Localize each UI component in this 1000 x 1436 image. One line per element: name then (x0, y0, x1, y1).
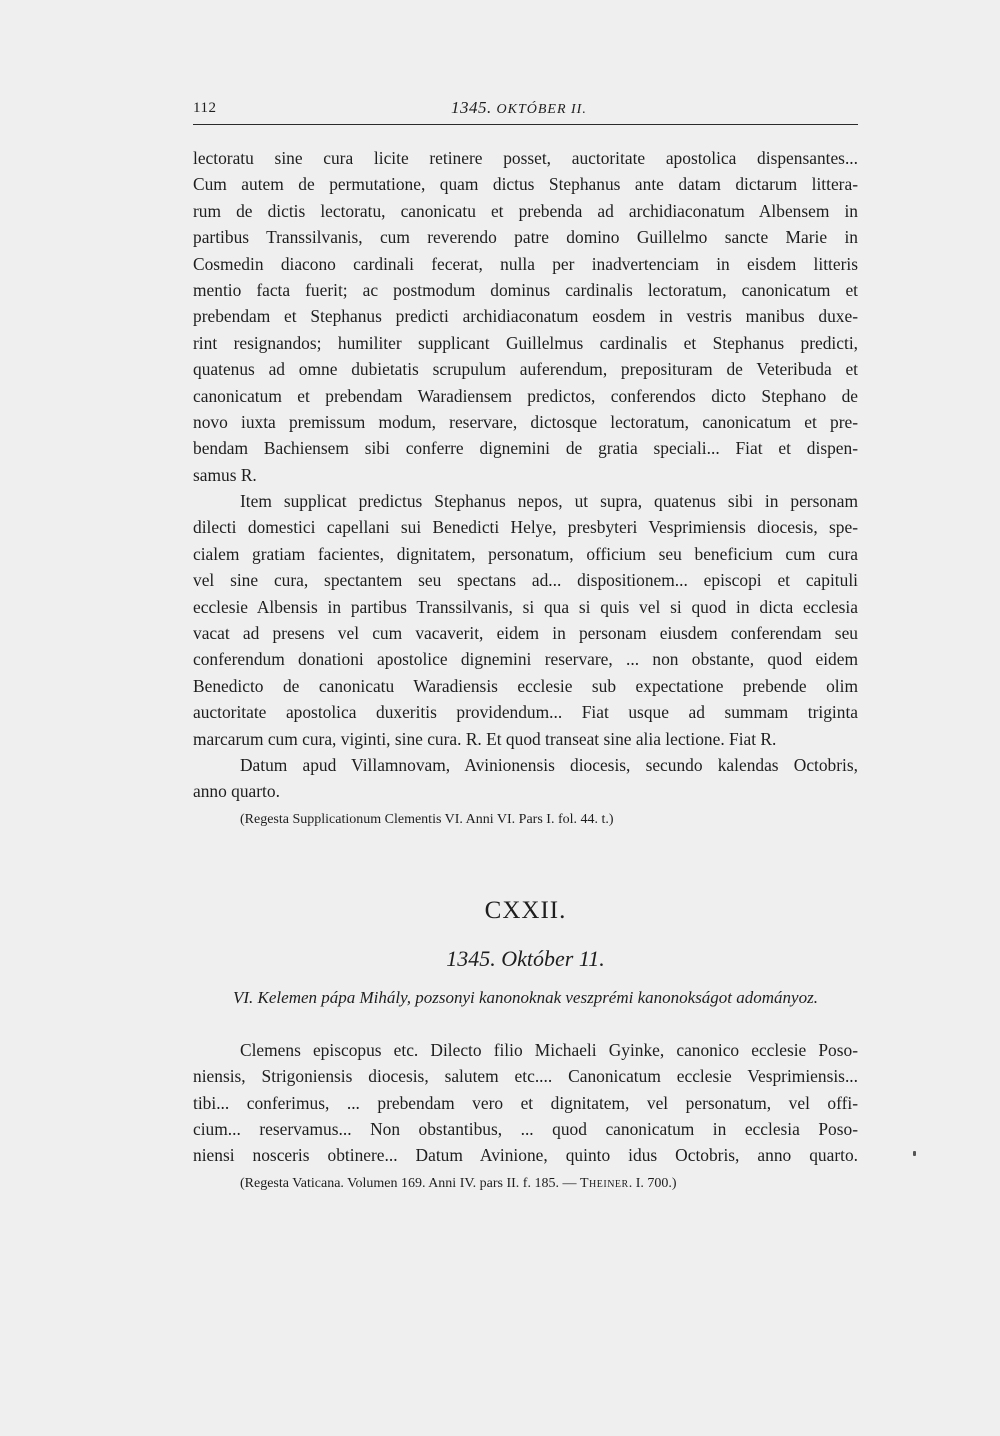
text-line: Cosmedin diacono cardinali fecerat, nulla per inadvertenciam in eisdem litteris (193, 253, 858, 274)
text-line: rum de dictis lectoratu, canonicatu et prebenda ad archidiaconatum Albensem in (193, 200, 858, 221)
text-line: vel sine cura, spectantem seu spectans ad... dispositionem... episcopi et capituli (193, 570, 858, 591)
text-line: partibus Transsilvanis, cum reverendo patre domino Guillelmo sancte Marie in (193, 227, 858, 248)
text-line: conferendum donationi apostolice dignemini reservare, ... non obstante, quod eidem (193, 649, 858, 670)
text-line: vacat ad presens vel cum vacaverit, eidem in personam eiusdem conferendam seu (193, 623, 858, 644)
document-text (193, 1037, 858, 1169)
text-line: anno quarto. (193, 781, 280, 802)
text-line: rint resignandos; humiliter supplicant Guillelmus cardinalis et Stephanus predicti, (193, 332, 858, 353)
text-line: Clemens episcopus etc. Dilecto filio Michaeli Gyinke, canonico ecclesie Poso- (240, 1039, 858, 1060)
text-line: mentio facta fuerit; ac postmodum dominus cardinalis lectoratum, canonicatum et (193, 279, 858, 300)
margin-speck (913, 1151, 916, 1156)
text-line: Datum apud Villamnovam, Avinionensis diocesis, secundo kalendas Octobris, (240, 754, 858, 775)
spacer (193, 1013, 858, 1037)
text-line: dilecti domestici capellani sui Benedicti Helye, presbyteri Vesprimiensis diocesis, spe- (193, 517, 858, 538)
document-body (193, 145, 858, 1199)
text-line: lectoratu sine cura licite retinere posset, auctoritate apostolica dispensantes... (193, 148, 858, 168)
source-note: (Regesta Supplicationum Clementis VI. Anni VI. Pars I. fol. 44. t.) (240, 811, 614, 827)
text-line: niensi nosceris obtinere... Datum Avinione, quinto idus Octobris, anno quarto. (193, 1145, 858, 1166)
source-note-author: Theiner (579, 1175, 629, 1191)
section-continued-text (193, 145, 858, 488)
text-line: Benedicto de canonicatu Waradiensis ecclesie sub expectatione prebende olim (193, 675, 858, 696)
running-head (451, 98, 587, 118)
text-line: niensis, Strigoniensis diocesis, salutem etc.... Canonicatum ecclesie Vesprimiensis... (193, 1066, 858, 1087)
text-line: ecclesie Albensis in partibus Transsilvanis, si qua si quis vel si quod in dicta ecclesia (193, 596, 858, 617)
document-summary: VI. Kelemen pápa Mihály, pozsonyi kanonoknak veszprémi kanonokságot adományoz. (233, 987, 818, 1007)
text-line: tibi... conferimus, ... prebendam vero et dignitatem, vel personatum, vel offi- (193, 1092, 858, 1113)
running-head-year: 1345. (451, 98, 492, 117)
source-note-suffix: . I. 700.) (628, 1175, 677, 1191)
text-line: novo iuxta premissum modum, reservare, dictosque lectoratum, canonicatum et pre- (193, 411, 858, 432)
page-header (193, 100, 858, 125)
text-line: auctoritate apostolica duxeritis providendum... Fiat usque ad summam triginta (193, 702, 858, 723)
source-note-prefix: (Regesta Vaticana. Volumen 169. Anni IV. pars II. f. 185. — (240, 1175, 580, 1191)
text-line: bendam Bachiensem sibi conferre dignemini de gratia speciali... Fiat et dispen- (193, 438, 858, 459)
text-line: samus R. (193, 464, 257, 485)
document-date: 1345. Október 11. (446, 945, 605, 971)
document-number: CXXII. (484, 896, 567, 924)
text-line: quatenus ad omne dubietatis scrupulum auferendum, preposituram de Veteribuda et (193, 359, 858, 380)
paragraph-datum (193, 752, 858, 805)
text-line: canonicatum et prebendam Waradiensem predictos, conferendos dicto Stephano de (193, 385, 858, 406)
page-number: 112 (193, 100, 217, 116)
running-head-date: OKTÓBER II. (496, 102, 587, 117)
text-line: marcarum cum cura, viginti, sine cura. R. Et quod transeat sine alia lectione. Fiat R. (193, 728, 777, 749)
text-line: Cum autem de permutatione, quam dictus Stephanus ante datam dictarum littera- (193, 174, 858, 195)
text-line: cium... reservamus... Non obstantibus, ... quod canonicatum in ecclesia Poso- (193, 1118, 858, 1139)
paragraph-item-supplicat (193, 488, 858, 752)
source-note (193, 1169, 858, 1199)
text-line: prebendam et Stephanus predicti archidiaconatum eosdem in vestris manibus duxe- (193, 306, 858, 327)
text-line: cialem gratiam facientes, dignitatem, personatum, officium seu beneficium cum cura (193, 543, 858, 564)
text-line: Item supplicat predictus Stephanus nepos, ut supra, quatenus sibi in personam (240, 491, 858, 512)
